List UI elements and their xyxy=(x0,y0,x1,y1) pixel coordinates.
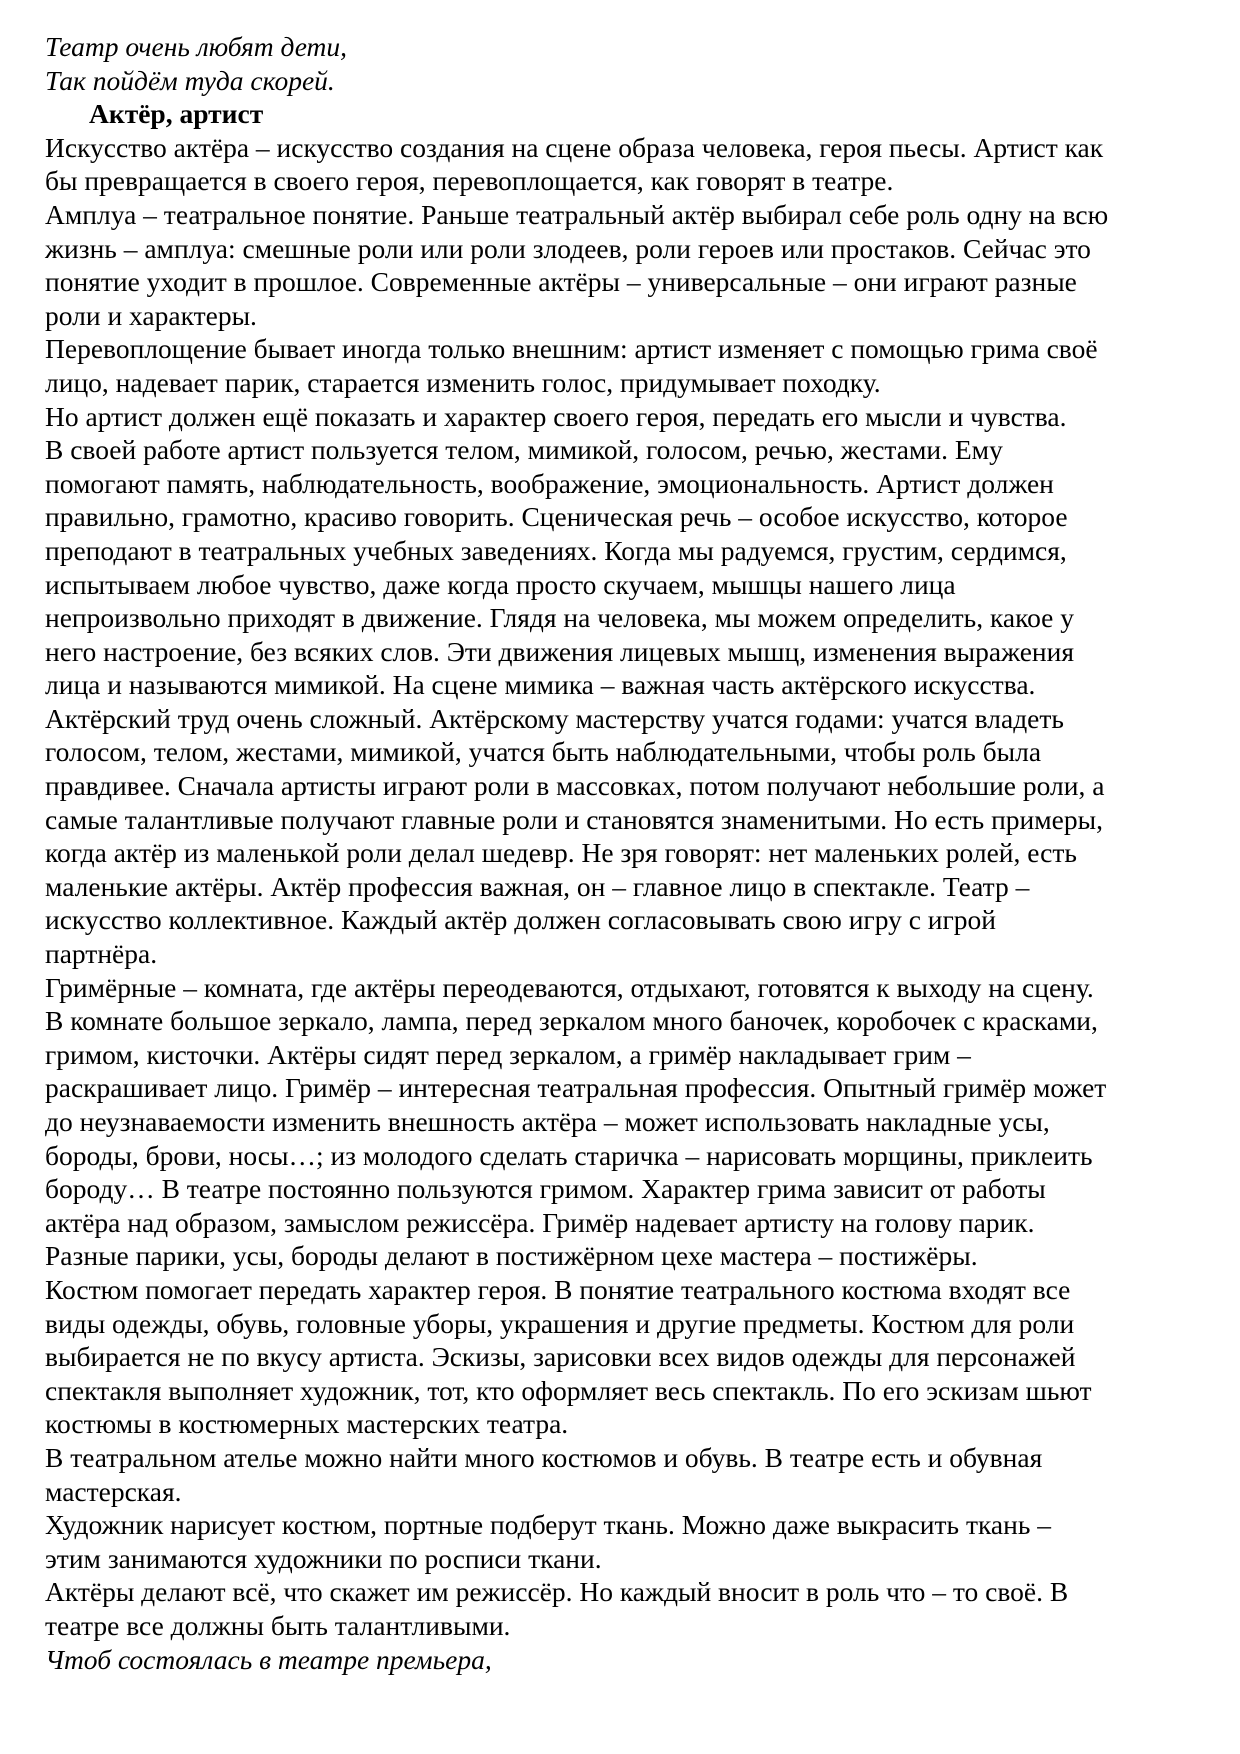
text-line: виды одежды, обувь, головные уборы, украшения и другие предметы. Костюм для роли xyxy=(45,1307,1075,1339)
text-line: искусство коллективное. Каждый актёр должен согласовывать свою игру с игрой xyxy=(45,904,997,936)
text-line: партнёра. xyxy=(45,938,158,970)
text-line: В комнате большое зеркало, лампа, перед зеркалом много баночек, коробочек с красками, xyxy=(45,1005,1098,1037)
text-line: бороду… В театре постоянно пользуются гримом. Характер грима зависит от работы xyxy=(45,1173,1046,1205)
paragraph-actor-work xyxy=(45,702,1195,971)
paragraph-character xyxy=(45,400,1195,434)
text-line: жизнь – амплуа: смешные роли или роли злодеев, роли героев или простаков. Сейчас это xyxy=(45,232,1091,264)
text-line: помогают память, наблюдательность, воображение, эмоциональность. Артист должен xyxy=(45,467,1054,499)
text-line: лицо, надевает парик, старается изменить голос, придумывает походку. xyxy=(45,366,881,398)
paragraph-transformation xyxy=(45,332,1195,399)
text-line: Перевоплощение бывает иногда только внешним: артист изменяет с помощью грима своё xyxy=(45,333,1098,365)
text-line: Костюм помогает передать характер героя. В понятие театрального костюма входят все xyxy=(45,1273,1071,1305)
text-line: роли и характеры. xyxy=(45,299,257,331)
text-line: выбирается не по вкусу артиста. Эскизы, зарисовки всех видов одежды для персонажей xyxy=(45,1341,1076,1373)
paragraph-fabric xyxy=(45,1508,1195,1575)
paragraph-mimicry xyxy=(45,433,1195,702)
text-line: маленькие актёры. Актёр профессия важная, он – главное лицо в спектакле. Театр – xyxy=(45,870,1030,902)
text-line: раскрашивает лицо. Гримёр – интересная театральная профессия. Опытный гримёр может xyxy=(45,1072,1107,1104)
text-line: бороды, брови, носы…; из молодого сделать старичка – нарисовать морщины, приклеить xyxy=(45,1139,1093,1171)
text-line: мастерская. xyxy=(45,1475,182,1507)
text-line: гримом, кисточки. Актёры сидят перед зеркалом, а гримёр накладывает грим – xyxy=(45,1038,971,1070)
text-line: преподают в театральных учебных заведениях. Когда мы радуемся, грустим, сердимся, xyxy=(45,534,1067,566)
paragraph-atelier xyxy=(45,1441,1195,1508)
paragraph-acting-art xyxy=(45,131,1195,198)
text-line: до неузнаваемости изменить внешность актёра – может использовать накладные усы, xyxy=(45,1106,1050,1137)
text-line: когда актёр из маленькой роли делал шедевр. Не зря говорят: нет маленьких ролей, есть xyxy=(45,837,1077,869)
epigraph-line: Театр очень любят дети, xyxy=(45,31,348,62)
text-line: спектакля выполняет художник, тот, кто оформляет весь спектакль. По его эскизам шьют xyxy=(45,1374,1092,1406)
closing-verse xyxy=(45,1643,1195,1677)
text-line: бы превращается в своего героя, перевоплощается, как говорят в театре. xyxy=(45,165,894,197)
text-line: Разные парики, усы, бороды делают в постижёрном цехе мастера – постижёры. xyxy=(45,1240,978,1272)
text-line: Амплуа – театральное понятие. Раньше театральный актёр выбирал себе роль одну на всю xyxy=(45,198,1109,230)
text-line: понятие уходит в прошлое. Современные актёры – универсальные – они играют разные xyxy=(45,266,1077,298)
closing-verse-line: Чтоб состоялась в театре премьера, xyxy=(45,1643,492,1675)
text-line: Актёры делают всё, что скажет им режиссёр. Но каждый вносит в роль что – то своё. В xyxy=(45,1576,1069,1608)
paragraph-director xyxy=(45,1575,1195,1642)
section-heading: Актёр, артист xyxy=(89,98,264,130)
text-line: Но артист должен ещё показать и характер своего героя, передать его мысли и чувства. xyxy=(45,400,1067,432)
epigraph xyxy=(45,30,1195,97)
paragraph-makeup-room xyxy=(45,971,1195,1273)
text-line: правильно, грамотно, красиво говорить. Сценическая речь – особое искусство, которое xyxy=(45,501,1068,533)
text-line: костюмы в костюмерных мастерских театра. xyxy=(45,1408,569,1440)
text-line: Актёрский труд очень сложный. Актёрскому мастерству учатся годами: учатся владеть xyxy=(45,702,1064,734)
text-line: испытываем любое чувство, даже когда просто скучаем, мышцы нашего лица xyxy=(45,568,956,600)
text-line: этим занимаются художники по росписи ткани. xyxy=(45,1542,602,1574)
text-line: самые талантливые получают главные роли и становятся знаменитыми. Но есть примеры, xyxy=(45,803,1103,835)
document-page xyxy=(45,30,1195,1676)
paragraph-amplua xyxy=(45,198,1195,332)
text-line: него настроение, без всяких слов. Эти движения лицевых мышц, изменения выражения xyxy=(45,635,1075,667)
text-line: голосом, телом, жестами, мимикой, учатся быть наблюдательными, чтобы роль была xyxy=(45,736,1042,768)
epigraph-line: Так пойдём туда скорей. xyxy=(45,64,335,96)
paragraph-costume xyxy=(45,1273,1195,1441)
text-line: непроизвольно приходят в движение. Глядя на человека, мы можем определить, какое у xyxy=(45,602,1075,634)
text-line: театре все должны быть талантливыми. xyxy=(45,1609,511,1641)
text-line: Художник нарисует костюм, портные подберут ткань. Можно даже выкрасить ткань – xyxy=(45,1509,1051,1541)
text-line: правдивее. Сначала артисты играют роли в массовках, потом получают небольшие роли, а xyxy=(45,770,1105,802)
text-line: Гримёрные – комната, где актёры переодеваются, отдыхают, готовятся к выходу на сцену. xyxy=(45,971,1094,1003)
text-line: лица и называются мимикой. На сцене мимика – важная часть актёрского искусства. xyxy=(45,669,1036,701)
text-line: В театральном ателье можно найти много костюмов и обувь. В театре есть и обувная xyxy=(45,1441,1043,1473)
text-line: Искусство актёра – искусство создания на сцене образа человека, героя пьесы. Артист как xyxy=(45,131,1104,163)
text-line: актёра над образом, замыслом режиссёра. Гримёр надевает артисту на голову парик. xyxy=(45,1206,1035,1238)
text-line: В своей работе артист пользуется телом, мимикой, голосом, речью, жестами. Ему xyxy=(45,434,1003,466)
